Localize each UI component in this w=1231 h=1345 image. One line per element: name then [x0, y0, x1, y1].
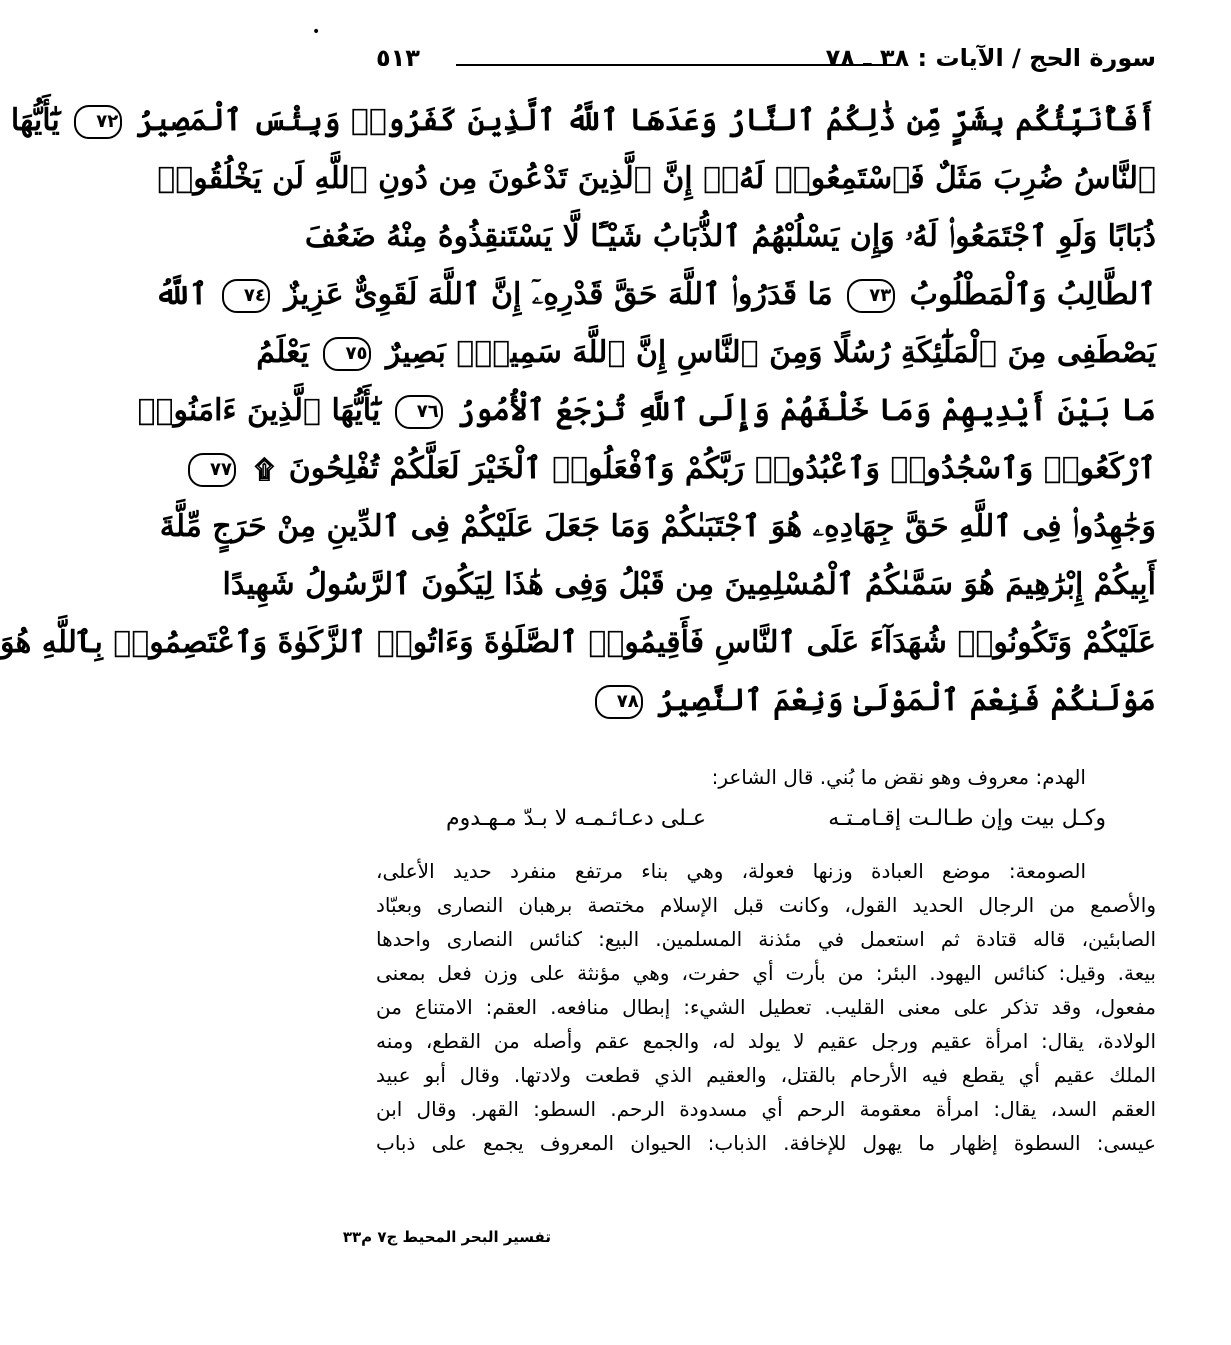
verse-text: أَبِيكُمْ إِبْرَٰهِيمَ هُوَ سَمَّىٰكُمُ ٱلْمُسْلِمِينَ مِن قَبْلُ وَفِى هَٰذَا لِيَكُونَ ٱلرَّسُولُ شَهِيدًا [222, 567, 1156, 602]
verse-line-3 [304, 208, 1156, 266]
verse-line-2 [157, 150, 1156, 208]
verse-text: يَٰٓأَيُّهَا ٱلَّذِينَ ءَامَنُوا۟ [137, 393, 381, 428]
verse-line-1 [10, 92, 1156, 150]
commentary-line: العقم السد، يقال: امرأة معقومة الرحم أي مسدودة الرحم. السطو: القهر. وقال ابن [376, 1097, 1156, 1121]
quran-text-block [0, 92, 1156, 730]
ayah-number-marker: ٧٦ [395, 395, 443, 429]
verse-line-6 [137, 382, 1156, 440]
verse-text: ذُبَابًا وَلَوِ ٱجْتَمَعُوا۟ لَهُۥ وَإِن يَسْلُبْهُمُ ٱلذُّبَابُ شَيْـًٔا لَّا يَسْتَنقِذُوهُ مِنْهُ ضَعُفَ [304, 219, 1156, 254]
paragraph-gap [376, 844, 1156, 854]
commentary-line: الملك عقيم أي يقطع فيه الأرحام بالقتل، والعقيم الذي قطعت ولادتها. وقال أبو عبيد [376, 1063, 1156, 1087]
verse-text: يَٰٓأَيُّهَا [10, 103, 60, 138]
commentary-line: عيسى: السطوة إظهار ما يهول للإخافة. الذباب: الحيوان المعروف يجمع على ذباب [376, 1131, 1156, 1155]
ayah-number-marker: ٧٥ [323, 337, 371, 371]
page-number: ٥١٣ [376, 44, 420, 72]
verse-text: ٱلطَّالِبُ وَٱلْمَطْلُوبُ [909, 277, 1156, 312]
commentary-line: بيعة. وقيل: كنائس اليهود. البئر: من بأرت أي حفرت، وهي مؤنثة على وزن فعل بمعنى [376, 961, 1156, 985]
surah-title: سورة الحج / الآيات : ٣٨ ـ ٧٨ [825, 44, 1156, 72]
verse-line-5 [256, 324, 1156, 382]
verse-text: ٱلنَّاسُ ضُرِبَ مَثَلٌ فَٱسْتَمِعُوا۟ لَهُۥٓ إِنَّ ٱلَّذِينَ تَدْعُونَ مِن دُونِ ٱللَّهِ لَن يَخْلُقُوا۟ [157, 161, 1156, 196]
footer-signature: تفسير البحر المحيط ج٧ م٣٣ [342, 1228, 551, 1246]
verse-text: عَلَيْكُمْ وَتَكُونُوا۟ شُهَدَآءَ عَلَى ٱلنَّاسِ فَأَقِيمُوا۟ ٱلصَّلَوٰةَ وَءَاتُوا۟ ٱلزَّكَوٰةَ وَٱعْتَصِمُوا۟ بِٱللَّهِ هُوَ [0, 625, 1156, 660]
verse-text: يَصْطَفِى مِنَ ٱلْمَلَٰٓئِكَةِ رُسُلًا وَمِنَ ٱلنَّاسِ إِنَّ ٱللَّهَ سَمِيعٌۢ بَصِيرٌ [385, 335, 1156, 370]
verse-text: ٱرْكَعُوا۟ وَٱسْجُدُوا۟ وَٱعْبُدُوا۟ رَبَّكُمْ وَٱفْعَلُوا۟ ٱلْخَيْرَ لَعَلَّكُمْ تُفْلِحُونَ [288, 451, 1156, 486]
commentary-line: الصومعة: موضع العبادة وزنها فعولة، وهي بناء مرتفع منفرد حديد الأعلى، [376, 859, 1086, 883]
verse-text: أَفَأُنَبِّئُكُم بِشَرٍّ مِّن ذَٰلِكُمُ ٱلنَّارُ وَعَدَهَا ٱللَّهُ ٱلَّذِينَ كَفَرُوا۟ وَبِئْسَ ٱلْمَصِيرُ [136, 103, 1156, 138]
poem-verse [376, 794, 1156, 844]
corner-mark: • [312, 24, 321, 40]
verse-text: مَا بَيْنَ أَيْدِيهِمْ وَمَا خَلْفَهُمْ وَإِلَى ٱللَّهِ تُرْجَعُ ٱلْأُمُورُ [457, 393, 1156, 428]
verse-line-9 [222, 556, 1156, 614]
commentary-line: الولادة، يقال: امرأة عقيم ورجل عقيم لا يولد له، والجمع عقم وأصله من القطع، ومنه [376, 1029, 1156, 1053]
verse-line-7 [210, 440, 1156, 498]
verse-text: ٱللَّهُ [154, 277, 208, 312]
commentary-block [376, 760, 1156, 1160]
verse-text: يَعْلَمُ [256, 335, 309, 370]
commentary-line: الصابئين، قاله قتادة ثم استعمل في مئذنة المسلمين. البيع: كنائس النصارى واحدها [376, 927, 1156, 951]
commentary-intro: الهدم: معروف وهو نقض ما بُني. قال الشاعر: [711, 765, 1086, 789]
sajdah-icon: ۩ [254, 455, 275, 485]
verse-text: مَوْلَىٰكُمْ فَنِعْمَ ٱلْمَوْلَىٰ وَنِعْمَ ٱلنَّصِيرُ [657, 683, 1156, 718]
poem-second-hemistich: عـلى دعـائـمـه لا بـدّ مـهـدوم [446, 806, 707, 831]
verse-text: مَا قَدَرُوا۟ ٱللَّهَ حَقَّ قَدْرِهِۦٓ إِنَّ ٱللَّهَ لَقَوِىٌّ عَزِيزٌ [284, 277, 833, 312]
ayah-number-marker: ٧٣ [847, 279, 895, 313]
ayah-number-marker: ٧٧ [188, 453, 236, 487]
ayah-number-marker: ٧٨ [595, 685, 643, 719]
verse-line-10 [0, 614, 1156, 672]
verse-line-8 [159, 498, 1156, 556]
poem-first-hemistich: وكـل بيت وإن طـالـت إقـامـتـه [828, 806, 1106, 831]
verse-text: وَجَٰهِدُوا۟ فِى ٱللَّهِ حَقَّ جِهَادِهِۦ هُوَ ٱجْتَبَىٰكُمْ وَمَا جَعَلَ عَلَيْكُمْ فِى ٱلدِّينِ مِنْ حَرَجٍ مِّلَّةَ [159, 509, 1156, 544]
ayah-number-marker: ٧٢ [74, 105, 122, 139]
running-header [376, 40, 1156, 84]
commentary-line: مفعول، وقد تذكر على معنى القليب. تعطيل الشيء: إبطال منافعه. العقم: الامتناع من [376, 995, 1156, 1019]
verse-line-11 [376, 672, 1156, 730]
ayah-number-marker: ٧٤ [222, 279, 270, 313]
header-rule [456, 64, 896, 66]
commentary-line: والأصمع من الرجال الحديد القول، وكانت قبل الإسلام مختصة برهبان النصارى وبعبّاد [376, 893, 1156, 917]
verse-line-4 [154, 266, 1156, 324]
